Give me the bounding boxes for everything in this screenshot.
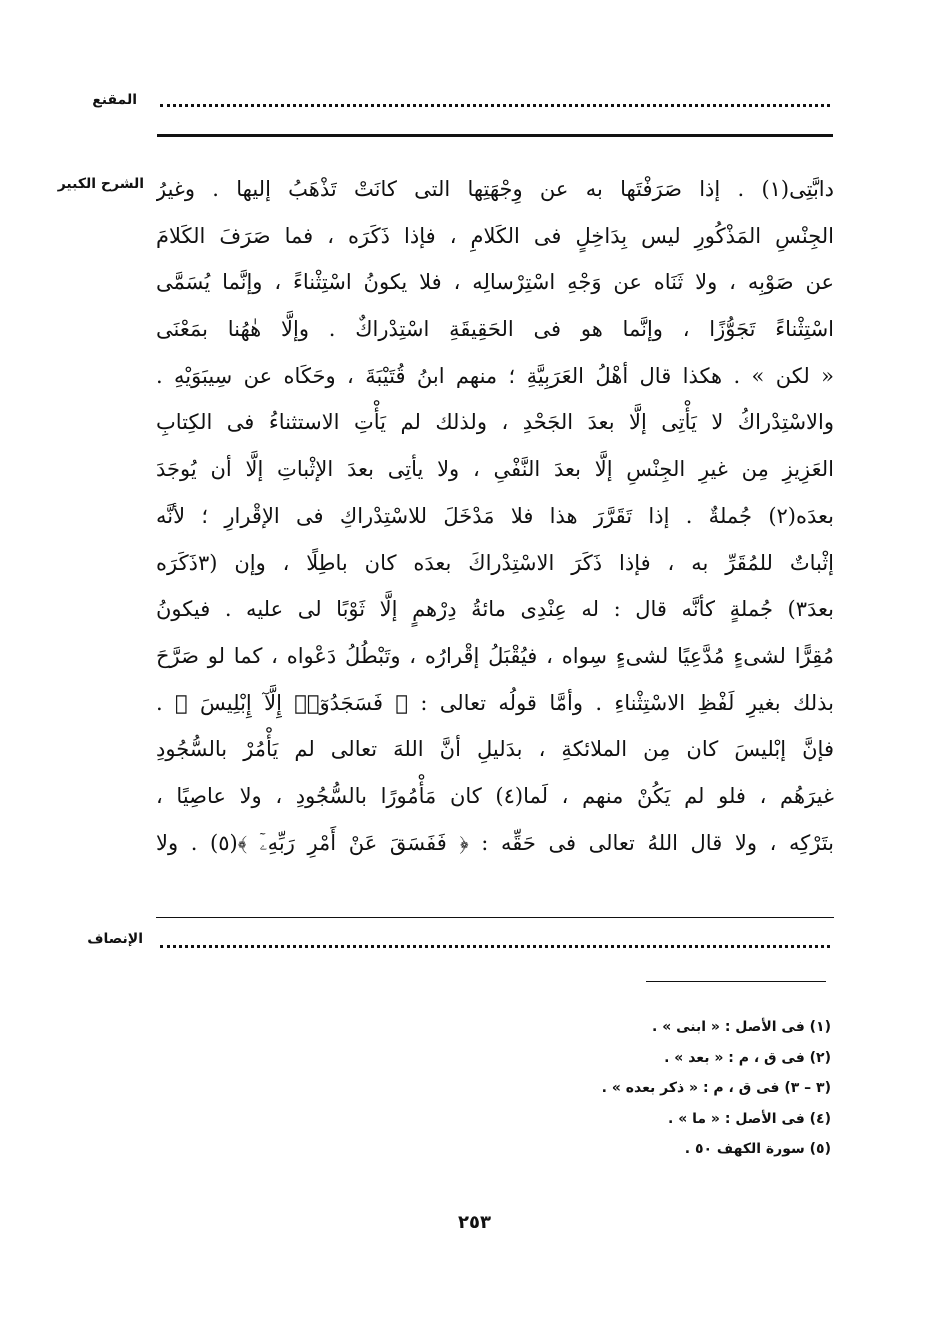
body-line: العَزِيزِ مِن غيرِ الجِنْسِ إلَّا بعدَ النَّفْىِ ، ولا يأتِى بعدَ الإثْباتِ إلَّا أن يُوجَدَ [156,457,834,482]
footnote: (٢) فى ق ، م : « بعد » . [664,1049,831,1066]
body-line: مُقِرًّا لشىءٍ مُدَّعِيًا لشىءٍ سِواه ، فيُقْبَلُ إقْرارُه ، وتَبْطُلُ دَعْواه ، كما لو صَرَّحَ [156,643,834,668]
footnote-separator [646,981,826,982]
footnote: (٥) سورة الكهف ٥٠ . [684,1141,831,1157]
body-line: اسْتِثْناءً تَجَوُّزًا ، وإنَّما هو فى الحَقِيقَةِ اسْتِدْراكٌ . وإلَّا هٰهُنا بمَعْنَى [156,317,834,342]
muqni-section-label: المقنع [92,92,137,108]
sharh-section-label: الشرح الكبير [57,176,144,192]
body-line: والاسْتِدْراكُ لا يَأْتِى إلَّا بعدَ الجَحْدِ ، ولذلك لم يَأْتِ الاستثناءُ فى الكِتابِ [156,410,834,435]
body-line: « لكن » . هكذا قال أهْلُ العَرَبِيَّةِ ؛ منهم ابنُ قُتَيْبَةَ ، وحَكَاه عن سِيبَوَيْهِ . [156,363,834,388]
footnotes [602,1012,831,1165]
body-line: بذلك بغيرِ لَفْظِ الاسْتِثْناءِ . وأمَّا قولُه تعالى : ﴿ فَسَجَدُوٓا۟ إِلَّآ إِبْلِيسَ ﴾ . [156,690,834,715]
insaf-section-label: الإنصاف [87,931,143,947]
body-line: الجِنْسِ المَذْكُورِ ليس بِدَاخِلٍ فى الكَلامِ ، فإذا ذَكَرَه ، فما صَرَفَ الكَلامَ [156,223,834,248]
body-bottom-rule [156,917,834,918]
body-line: غيرَهُم ، فلو لم يَكُنْ منهم ، لَما(٤) كان مَأْمُورًا بالسُّجُودِ ، ولا عاصِيًا ، [156,783,834,808]
body-line: بتَرْكِه ، ولا قال اللهُ تعالى فى حَقِّه : ﴿ فَفَسَقَ عَنْ أَمْرِ رَبِّهِۦٓ ﴾(٥) . ولا [156,830,834,855]
body-line: فإنَّ إبْليسَ كان مِن الملائكةِ ، بدَليلِ أنَّ اللهَ تعالى لم يَأْمُرْ بالسُّجُودِ [156,737,834,762]
footnote: (٤) فى الأصل : « ما » . [668,1110,831,1127]
body-line: بعدَ٣) جُملةٍ كأنَّه قال : له عِنْدِى مائةُ دِرْهمٍ إلَّا ثَوْبًا لى عليه . فيكونُ [156,597,834,622]
footnote: (١) فى الأصل : « ابنى » . [652,1019,831,1035]
insaf-dotted-placeholder [160,945,830,948]
page-number: ٢٥٣ [458,1212,491,1233]
body-line: دابَّتِى(١) . إذا صَرَفْتَها به عن وِجْهَتِها التى كانَتْ تَذْهَبُ إليها . وغيرُ [156,177,834,201]
body-line: عن صَوْبِه ، ولا ثَنَاه عن وَجْهِ اسْتِرْسالِه ، فلا يكونُ اسْتِثْناءً ، وإنَّما يُسَمَّى [156,270,834,295]
body-line: إثْباتٌ للمُقَرِّ به ، فإذا ذَكَرَ الاسْتِدْراكَ بعدَه كان باطِلًا ، وإن (٣ذَكَرَه [156,550,834,575]
muqni-dotted-placeholder [160,104,830,107]
footnote: (٣ – ٣) فى ق ، م : « ذكر بعده » . [601,1080,831,1096]
body-line: بعدَه(٢) جُملةٌ . إذا تَقَرَّرَ هذا فلا مَدْخَلَ للاسْتِدْراكِ فى الإقْرارِ ؛ لأنَّه [156,503,834,528]
header-rule [157,134,833,137]
sharh-body-text [156,166,834,866]
